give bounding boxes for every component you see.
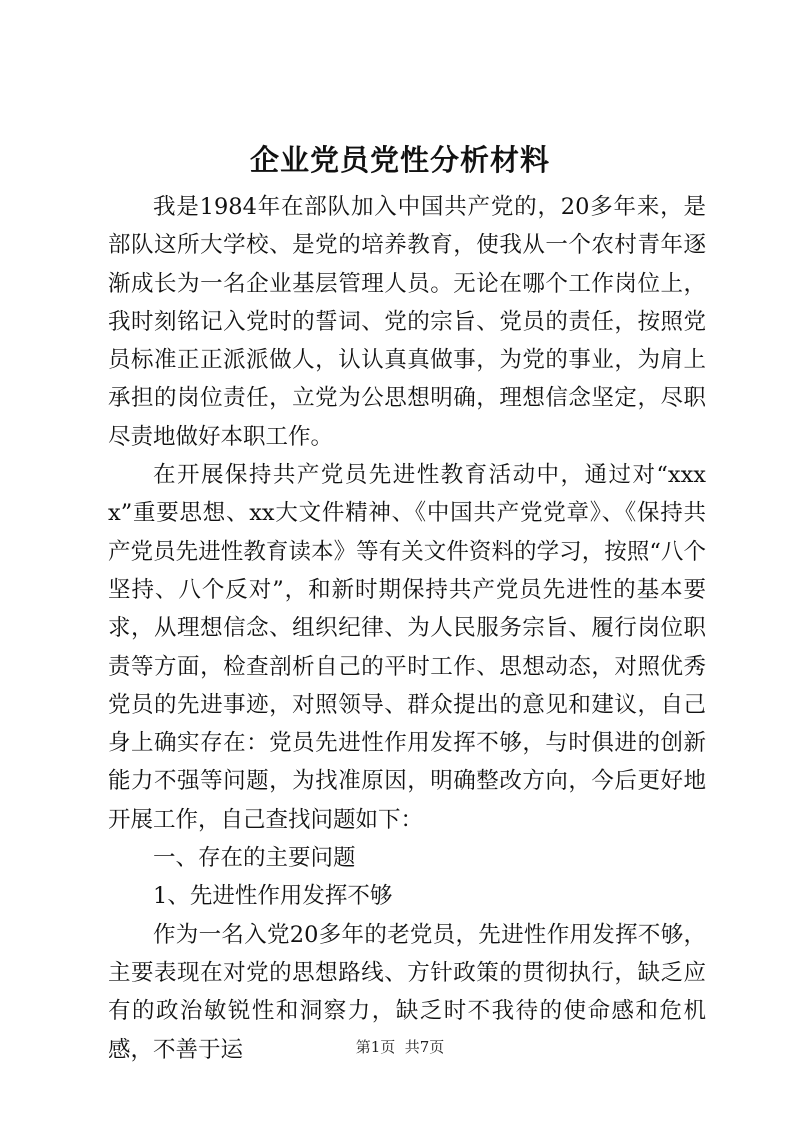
page-footer bbox=[0, 1037, 800, 1057]
subsection-heading: 1、先进性作用发挥不够 bbox=[153, 883, 393, 910]
section-heading: 一、存在的主要问题 bbox=[153, 845, 356, 872]
paragraph-1: 我是1984年在部队加入中国共产党的，20多年来，是部队这所大学校、是党的培养教育，使我从一个农村青年逐渐成长为一名企业基层管理人员。无论在哪个工作岗位上，我时刻铭记入党时的誓词、党的宗旨、党员的责任，按照党员标准正正派派做人，认认真真做事，为党的事业，为肩上承担的岗位责任，立党为公思想明确，理想信念坚定，尽职尽责地做好本职工作。 bbox=[108, 194, 706, 450]
page-number-label: 第1页 共7页 bbox=[355, 1038, 445, 1056]
page-title: 企业党员党性分析材料 bbox=[249, 143, 550, 177]
paragraph-2: 在开展保持共产党员先进性教育活动中，通过对“xxxx”重要思想、xx大文件精神、《中国共产党党章》、《保持共产党员先进性教育读本》等有关文件资料的学习，按照“八个坚持、八个反对”，和新时期保持共产党员先进性的基本要求，从理想信念、组织纪律、为人民服务宗旨、履行岗位职责等方面，检查剖析自己的平时工作、思想动态，对照优秀党员的先进事迹，对照领导、群众提出的意见和建议，自己身上确实存在：党员先进性作用发挥不够，与时俱进的创新能力不强等问题，为找准原因，明确整改方向，今后更好地开展工作，自己查找问题如下： bbox=[108, 462, 706, 833]
document-body bbox=[108, 188, 706, 1069]
paragraph-3: 作为一名入党20多年的老党员，先进性作用发挥不够，主要表现在对党的思想路线、方针政策的贯彻执行，缺乏应有的政治敏锐性和洞察力，缺乏时不我待的使命感和危机感，不善于运 bbox=[108, 921, 706, 1063]
